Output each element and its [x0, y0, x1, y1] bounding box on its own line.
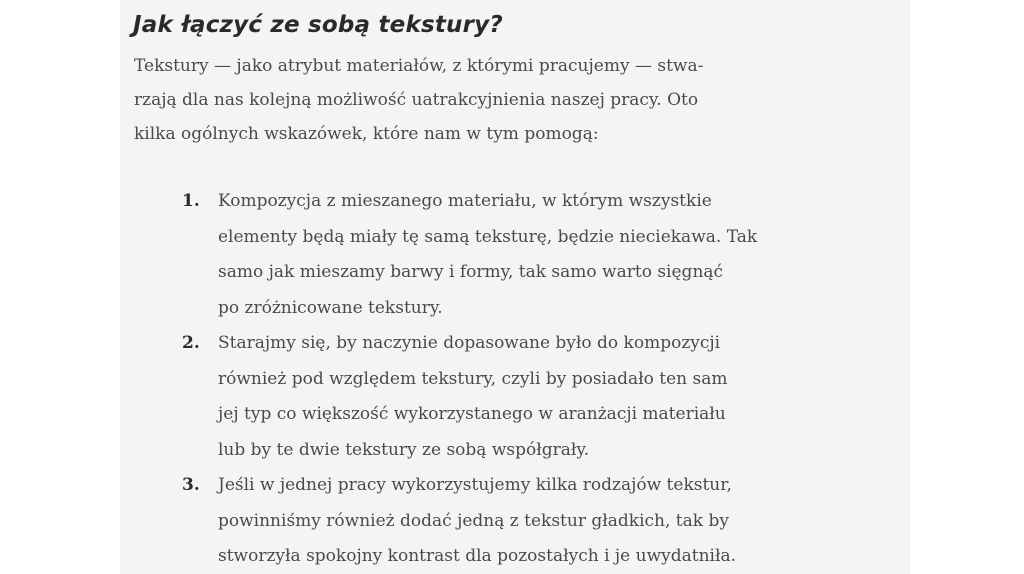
- intro-line: Tekstury — jako atrybut materiałów, z którymi pracujemy — stwa-: [134, 56, 704, 76]
- text-line: jej typ co większość wykorzystanego w aranżacji materiału: [218, 404, 726, 424]
- tips-list: [182, 184, 902, 574]
- list-number: 1.: [182, 191, 200, 211]
- text-line: samo jak mieszamy barwy i formy, tak samo warto sięgnąć: [218, 262, 724, 282]
- text-line: elementy będą miały tę samą teksturę, będzie nieciekawa. Tak: [218, 226, 758, 247]
- intro-line: kilka ogólnych wskazówek, które nam w tym pomogą:: [134, 124, 599, 144]
- list-number: 3.: [182, 475, 200, 495]
- page-title: Jak łączyć ze sobą tekstury?: [133, 12, 503, 38]
- list-item: [182, 326, 902, 468]
- list-item-text: [218, 468, 902, 574]
- text-line: po zróżnicowane tekstury.: [218, 297, 443, 318]
- intro-paragraph: [134, 49, 894, 151]
- text-line: również pod względem tekstury, czyli by posiadało ten sam: [218, 368, 728, 389]
- list-item-text: [218, 184, 902, 326]
- text-line: Kompozycja z mieszanego materiału, w którym wszystkie: [218, 191, 712, 211]
- text-line: Starajmy się, by naczynie dopasowane było do kompozycji: [218, 333, 721, 353]
- list-item: [182, 468, 902, 574]
- intro-line: rzają dla nas kolejną możliwość uatrakcyjnienia naszej pracy. Oto: [134, 90, 699, 110]
- text-line: stworzyła spokojny kontrast dla pozostałych i je uwydatniła.: [218, 546, 737, 566]
- text-line: lub by te dwie tekstury ze sobą współgrały.: [218, 439, 590, 460]
- text-line: powinniśmy również dodać jedną z tekstur gładkich, tak by: [218, 510, 729, 531]
- text-line: Jeśli w jednej pracy wykorzystujemy kilka rodzajów tekstur,: [218, 475, 732, 495]
- list-item-text: [218, 326, 902, 468]
- list-number: 2.: [182, 333, 200, 353]
- list-item: [182, 184, 902, 326]
